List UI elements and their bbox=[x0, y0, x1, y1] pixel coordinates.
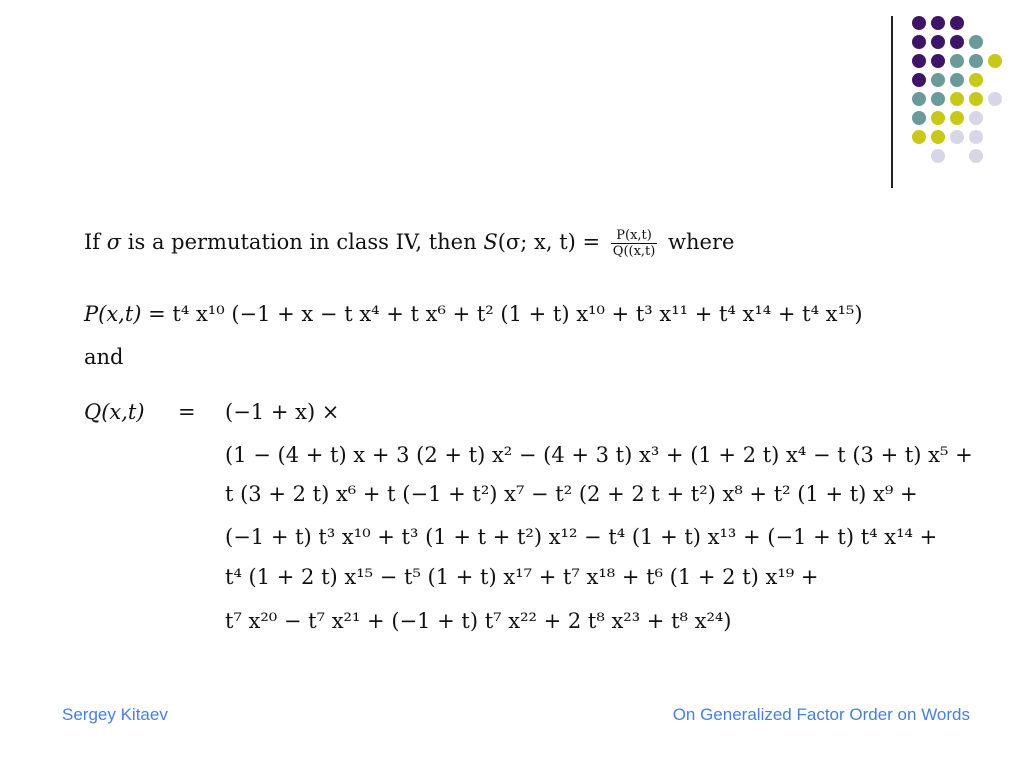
dot-yellow bbox=[988, 54, 1002, 68]
dot-lavender bbox=[969, 149, 983, 163]
dot-yellow bbox=[950, 92, 964, 106]
dot-teal bbox=[969, 54, 983, 68]
intro-sentence bbox=[84, 228, 734, 259]
p-formula-rhs: = t⁴ x¹⁰ (−1 + x − t x⁴ + t x⁶ + t² (1 + t) x¹⁰ + t³ x¹¹ + t⁴ x¹⁴ + t⁴ x¹⁵) bbox=[141, 302, 863, 326]
dot-teal bbox=[931, 73, 945, 87]
q-formula-line-4: (−1 + t) t³ x¹⁰ + t³ (1 + t + t²) x¹² − t⁴ (1 + t) x¹³ + (−1 + t) t⁴ x¹⁴ + bbox=[225, 525, 938, 549]
p-formula bbox=[84, 300, 863, 328]
q-formula-lhs: Q(x,t) bbox=[84, 400, 145, 424]
fraction-denominator: Q((x,t) bbox=[612, 244, 656, 259]
dot-teal bbox=[969, 35, 983, 49]
dot-teal bbox=[912, 111, 926, 125]
dot-yellow bbox=[950, 111, 964, 125]
dot-lavender bbox=[988, 92, 1002, 106]
dot-teal bbox=[950, 54, 964, 68]
q-formula-line-5: t⁴ (1 + 2 t) x¹⁵ − t⁵ (1 + t) x¹⁷ + t⁷ x¹⁸ + t⁶ (1 + 2 t) x¹⁹ + bbox=[225, 565, 819, 589]
q-formula-line-2: (1 − (4 + t) x + 3 (2 + t) x² − (4 + 3 t) x³ + (1 + 2 t) x⁴ − t (3 + t) x⁵ + bbox=[225, 443, 973, 467]
dot-yellow bbox=[969, 73, 983, 87]
s-function: S bbox=[483, 230, 498, 254]
dot-lavender bbox=[931, 149, 945, 163]
dot-purple bbox=[931, 35, 945, 49]
dot-teal bbox=[950, 73, 964, 87]
q-formula-line-6: t⁷ x²⁰ − t⁷ x²¹ + (−1 + t) t⁷ x²² + 2 t⁸ x²³ + t⁸ x²⁴) bbox=[225, 609, 732, 633]
dot-yellow bbox=[969, 92, 983, 106]
dot-lavender bbox=[950, 130, 964, 144]
dot-purple bbox=[931, 16, 945, 30]
intro-text-end: where bbox=[661, 230, 735, 254]
dot-purple bbox=[912, 73, 926, 87]
dot-lavender bbox=[969, 130, 983, 144]
intro-text-middle: is a permutation in class IV, then bbox=[121, 230, 484, 254]
vertical-rule bbox=[891, 16, 893, 188]
dot-yellow bbox=[931, 111, 945, 125]
dot-lavender bbox=[969, 111, 983, 125]
dot-purple bbox=[950, 35, 964, 49]
dot-teal bbox=[931, 92, 945, 106]
q-formula-equals: = bbox=[178, 400, 196, 424]
dot-yellow bbox=[931, 130, 945, 144]
and-connector: and bbox=[84, 345, 124, 369]
footer-title: On Generalized Factor Order on Words bbox=[672, 705, 970, 724]
s-arguments: (σ; x, t) = bbox=[497, 230, 607, 254]
dot-purple bbox=[912, 54, 926, 68]
sigma-symbol: σ bbox=[106, 230, 122, 254]
p-formula-lhs: P(x,t) bbox=[84, 302, 142, 326]
dot-purple bbox=[950, 16, 964, 30]
fraction-numerator: P(x,t) bbox=[611, 228, 658, 244]
dot-teal bbox=[912, 92, 926, 106]
dot-purple bbox=[912, 16, 926, 30]
footer-author: Sergey Kitaev bbox=[62, 705, 168, 724]
q-formula-line-1: (−1 + x) × bbox=[225, 400, 340, 424]
fraction-p-over-q bbox=[611, 228, 658, 259]
dot-yellow bbox=[912, 130, 926, 144]
dot-purple bbox=[931, 54, 945, 68]
q-formula-line-3: t (3 + 2 t) x⁶ + t (−1 + t²) x⁷ − t² (2 + 2 t + t²) x⁸ + t² (1 + t) x⁹ + bbox=[225, 482, 918, 506]
dot-purple bbox=[912, 35, 926, 49]
intro-text-start: If bbox=[84, 230, 107, 254]
